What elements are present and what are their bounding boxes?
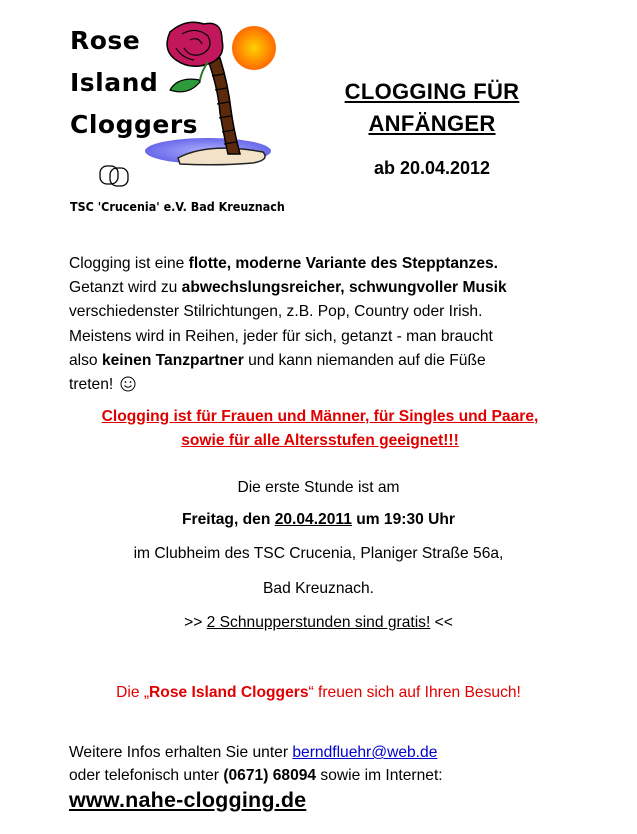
leaf-shape: [170, 79, 200, 92]
intro-text: also: [69, 351, 102, 369]
lesson-city: Bad Kreuznach.: [263, 580, 374, 597]
intro-text: treten!: [69, 376, 118, 394]
welcome-pre: Die „: [116, 684, 150, 701]
intro-text: Getanzt wird zu: [69, 279, 182, 297]
title-line-2: ANFÄNGER: [368, 111, 496, 136]
lesson-location: im Clubheim des TSC Crucenia, Planiger Straße 56a,: [133, 545, 504, 562]
intro-text: verschiedenster Stilrichtungen, z.B. Pop, Country oder Irish.: [69, 303, 483, 321]
logo-word-rose: Rose: [70, 26, 141, 55]
notice-line-2: sowie für alle Altersstufen geeignet!!!: [181, 432, 459, 449]
intro-bold: keinen Tanzpartner: [101, 351, 244, 369]
club-logo: [58, 18, 288, 223]
logo-word-cloggers: Cloggers: [70, 110, 199, 139]
contact-info: [69, 741, 589, 787]
start-date: ab 20.04.2012: [373, 158, 491, 178]
intro-text: und kann niemanden auf die Füße: [243, 351, 486, 369]
audience-notice: [60, 405, 580, 453]
intro-bold: abwechslungsreicher, schwungvoller Musik: [181, 279, 507, 297]
rose-shape: [167, 22, 223, 66]
intro-text: Clogging ist eine: [69, 255, 189, 272]
lesson-day: Freitag, den: [181, 511, 275, 528]
intro-text: Meistens wird in Reihen, jeder für sich, getanzt - man braucht: [69, 327, 493, 345]
page-title: [312, 76, 552, 140]
group-name: Rose Island Cloggers: [149, 684, 309, 701]
sun-shape: [232, 26, 276, 70]
lesson-time: um 19:30 Uhr: [351, 511, 456, 528]
free-lessons-note: [0, 614, 637, 632]
contact-text: oder telefonisch unter: [69, 767, 224, 784]
contact-text: sowie im Internet:: [316, 767, 443, 784]
welcome-message: [0, 684, 637, 702]
welcome-post: “ freuen sich auf Ihren Besuch!: [308, 684, 521, 701]
clog-outline: [100, 166, 128, 186]
title-line-1: CLOGGING FÜR: [344, 79, 520, 104]
phone-number: (0671) 68094: [223, 767, 317, 784]
smiley-icon: [120, 376, 136, 392]
notice-line-1: Clogging ist für Frauen und Männer, für Singles und Paare,: [101, 408, 539, 425]
website-link[interactable]: www.nahe-clogging.de: [69, 788, 307, 812]
intro-paragraph: [69, 252, 569, 397]
free-pre: >>: [184, 614, 207, 631]
first-lesson-label: Die erste Stunde ist am: [237, 479, 400, 496]
intro-bold: flotte, moderne Variante des Stepptanzes.: [188, 255, 498, 272]
free-lessons-text: 2 Schnupperstunden sind gratis!: [206, 614, 431, 631]
logo-word-island: Island: [70, 68, 159, 97]
first-lesson-datetime: [0, 511, 637, 529]
lesson-date: 20.04.2011: [274, 511, 352, 528]
free-post: <<: [430, 614, 453, 631]
logo-club-name: TSC 'Crucenia' e.V. Bad Kreuznach: [70, 200, 285, 214]
contact-text: Weitere Infos erhalten Sie unter: [69, 744, 293, 761]
email-link[interactable]: berndfluehr@web.de: [292, 744, 438, 761]
